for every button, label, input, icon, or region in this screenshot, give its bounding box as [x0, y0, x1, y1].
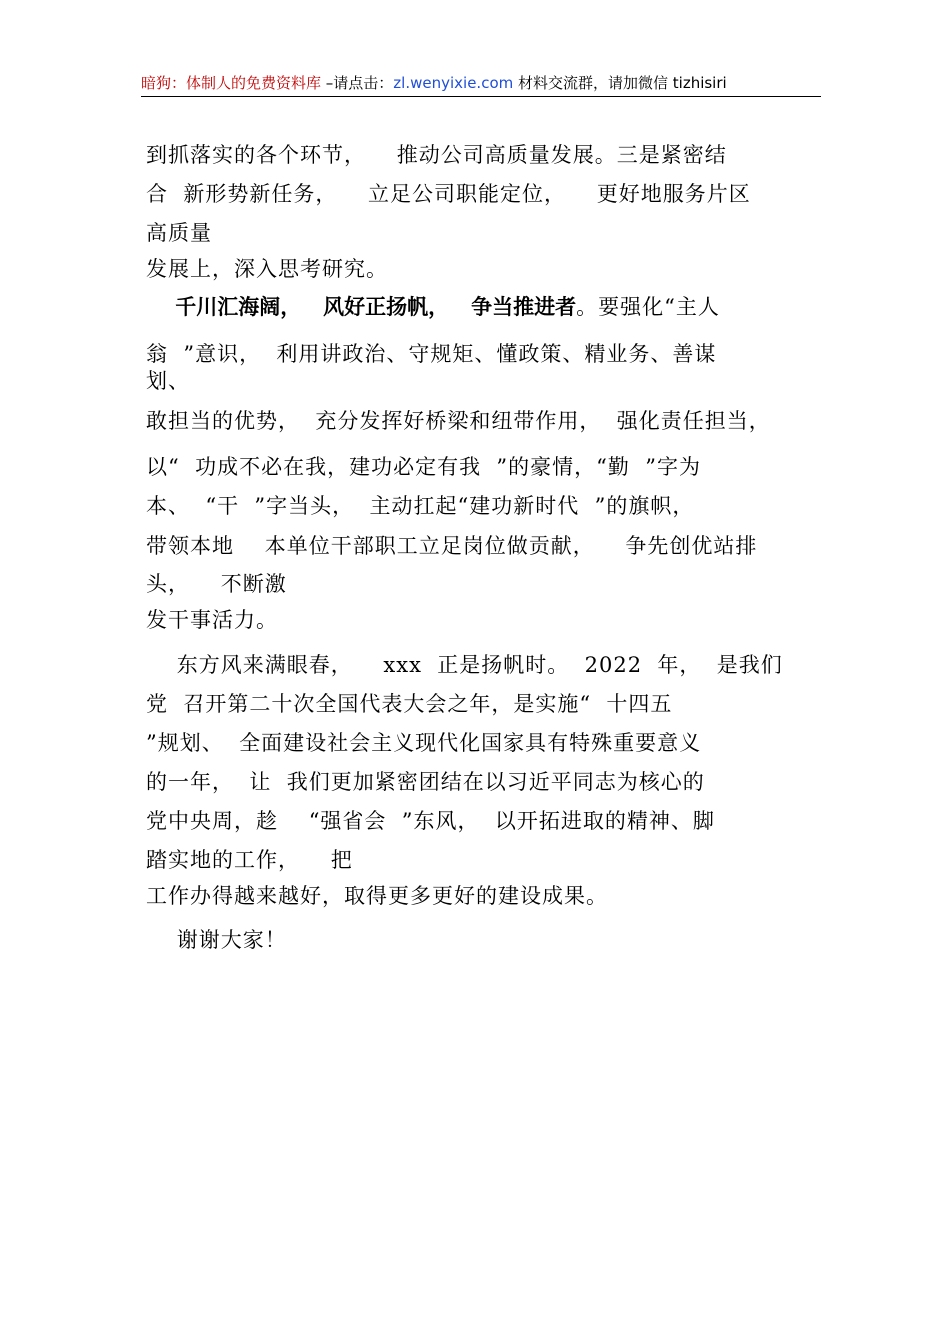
text-line: 敢担当的优势， 充分发挥好桥梁和纽带作用， 强化责任担当， [146, 409, 771, 433]
text-line: 合 新形势新任务， 立足公司职能定位， 更好地服务片区 [146, 182, 751, 206]
text-line: 发展上，深入思考研究。 [146, 257, 388, 281]
text-line: 谢谢大家！ [146, 928, 287, 952]
bold-phrase: 千川汇海阔， 风好正扬帆， 争当推进者 [146, 295, 577, 319]
text-line: 党 召开第二十次全国代表大会之年，是实施“ 十四五 [146, 692, 673, 716]
text-line: 踏实地的工作， 把 [146, 848, 353, 872]
text-line: 以“ 功成不必在我，建功必定有我 ”的豪情，“勤 ”字为 [146, 455, 701, 479]
text-line: 高质量 [146, 221, 212, 245]
text-line: ”规划、 全面建设社会主义现代化国家具有特殊重要意义 [146, 731, 702, 755]
text-line: 到抓落实的各个环节， 推动公司高质量发展。三是紧密结 [146, 143, 727, 167]
text-line: 带领本地 本单位干部职工立足岗位做贡献， 争先创优站排 [146, 534, 758, 558]
header-link[interactable]: zl.wenyixie.com [393, 74, 514, 92]
text-line: 工作办得越来越好，取得更多更好的建设成果。 [146, 884, 608, 908]
header-site-name: 暗狗：体制人的免费资料库 [141, 74, 322, 92]
text-line: 发干事活力。 [146, 608, 278, 632]
page-header [141, 72, 821, 97]
text-line: 翁 ”意识， 利用讲政治、守规矩、懂政策、精业务、善谋 [146, 342, 717, 366]
text-line-emphasis [146, 294, 720, 320]
text-line: 头， 不断激 [146, 572, 287, 596]
text-line: 东方风来满眼春， xxx 正是扬帆时。 2022 年， 是我们 [146, 653, 783, 677]
header-click-prompt: –请点击： [321, 74, 394, 92]
text-line: 党中央周，趁 “强省会 ”东风， 以开拓进取的精神、脚 [146, 809, 715, 833]
text-line: 划、 [146, 369, 190, 393]
text-line: 本、 “干 ”字当头， 主动扛起“建功新时代 ”的旗帜， [146, 494, 695, 518]
header-wechat-note: 材料交流群，请加微信 tizhisiri [513, 74, 727, 92]
text-line-tail: 。要强化“主人 [576, 295, 720, 319]
text-line: 的一年， 让 我们更加紧密团结在以习近平同志为核心的 [146, 770, 705, 794]
